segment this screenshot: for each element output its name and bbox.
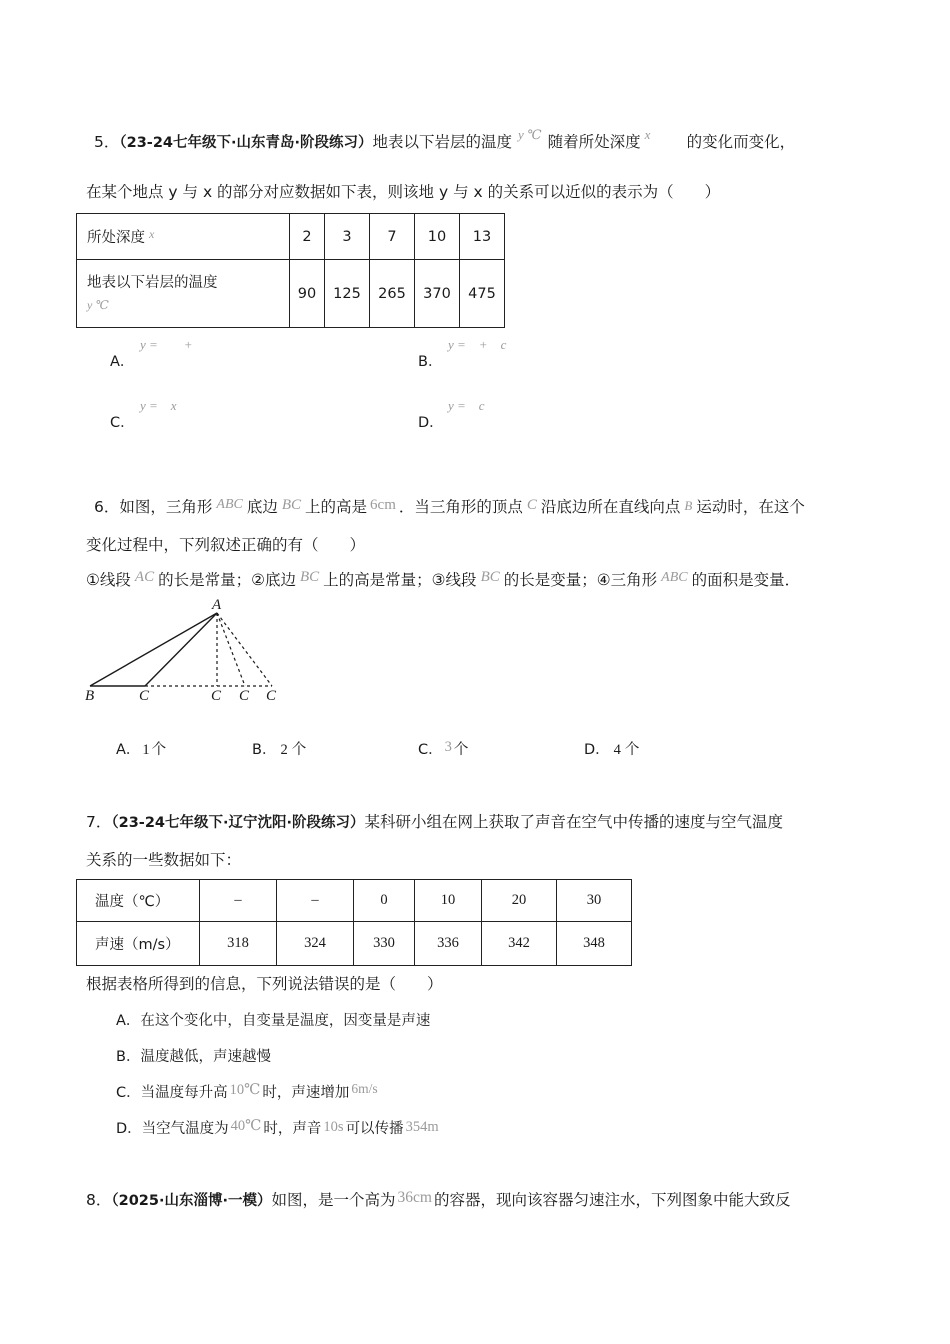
q7-option-d[interactable]: D．当空气温度为 40℃ 时，声音 10s 可以传播 354m xyxy=(116,1118,439,1137)
table-cell: – xyxy=(277,880,354,922)
q6-line1: 6．如图，三角形 ABC 底边 BC 上的高是 6cm ．当三角形的顶点 C 沿底边所在直线向点 B 运动时，在这个 xyxy=(94,497,805,516)
table-cell: 342 xyxy=(482,922,557,966)
q5-text: 随着所处深度 xyxy=(547,133,641,151)
segment-ab xyxy=(90,613,217,686)
q5-number: 5． xyxy=(94,133,120,151)
q5-table-row1-header: 所处深度 $^x$ xyxy=(77,214,290,260)
label-a: A xyxy=(212,597,222,613)
q5-table-row2-header: 地表以下岩层的温度 y ℃ xyxy=(77,260,290,328)
q5-option-a[interactable]: A． xyxy=(110,354,135,370)
q5-table xyxy=(76,213,505,328)
q7-option-c[interactable]: C．当温度每升高 10℃ 时，声速增加 6m/s xyxy=(116,1081,378,1101)
segment-ac xyxy=(145,613,217,686)
q5-option-b-formula: y = + c xyxy=(448,337,507,352)
dashed-side xyxy=(217,613,245,686)
q7-line1: 7．（23-24七年级下·辽宁沈阳·阶段练习）某科研小组在网上获取了声音在空气中传播的速度与空气温度 xyxy=(86,813,784,831)
table-cell: 2 xyxy=(290,214,325,260)
q5-x-formula: x xyxy=(644,127,651,142)
label-c: C xyxy=(139,688,150,704)
label-c: C xyxy=(266,688,277,704)
table-cell: 370 xyxy=(415,260,460,328)
table-cell: 265 xyxy=(370,260,415,328)
q8-line1: 8．（2025·山东淄博·一模）如图，是一个高为 36cm 的容器，现向该容器匀速注水，下列图象中能大致反 xyxy=(86,1189,791,1209)
label-c: C xyxy=(211,688,222,704)
table-cell: 475 xyxy=(460,260,505,328)
table-cell: 10 xyxy=(415,880,482,922)
table-cell: 7 xyxy=(370,214,415,260)
q8-source: （2025·山东淄博·一模） xyxy=(111,1193,272,1209)
table-cell: 318 xyxy=(200,922,277,966)
table-cell: 13 xyxy=(460,214,505,260)
table-cell: 10 xyxy=(415,214,460,260)
label-b: B xyxy=(85,688,95,704)
q5-source: （23-24七年级下·山东青岛·阶段练习） xyxy=(119,135,373,151)
q6-option-b[interactable]: B． 2 个 xyxy=(252,742,307,758)
q5-option-c-formula: y = x xyxy=(140,398,177,413)
q5-line2: 在某个地点 y 与 x 的部分对应数据如下表，则该地 y 与 x 的关系可以近似的表示为（ ） xyxy=(86,183,721,201)
q6-option-c[interactable]: C． 3 个 xyxy=(418,739,469,758)
table-cell: 90 xyxy=(290,260,325,328)
table-cell: – xyxy=(200,880,277,922)
table-cell: 20 xyxy=(482,880,557,922)
table-cell: 336 xyxy=(415,922,482,966)
table-cell: 0 xyxy=(354,880,415,922)
table-cell: 3 xyxy=(325,214,370,260)
q7-table-row2-header: 声速（m/s） xyxy=(77,922,200,966)
q6-number: 6． xyxy=(94,498,120,516)
q5-option-a-formula: y = + xyxy=(140,337,193,352)
q5-option-c[interactable]: C． xyxy=(110,415,135,431)
table-cell: 125 xyxy=(325,260,370,328)
q7-option-a[interactable]: A．在这个变化中，自变量是温度，因变量是声速 xyxy=(116,1013,431,1029)
q7-source: （23-24七年级下·辽宁沈阳·阶段练习） xyxy=(111,815,365,831)
q6-option-a[interactable]: A． 1 个 xyxy=(116,742,167,758)
q7-option-b[interactable]: B．温度越低，声速越慢 xyxy=(116,1049,271,1065)
q5-line1 xyxy=(94,127,796,152)
label-c: C xyxy=(239,688,250,704)
table-cell: 30 xyxy=(557,880,632,922)
q5-option-d[interactable]: D． xyxy=(418,415,444,431)
q7-table xyxy=(76,879,632,966)
q5-text: 地表以下岩层的温度 xyxy=(372,133,513,151)
q7-question: 根据表格所得到的信息，下列说法错误的是（ ） xyxy=(86,975,443,993)
q6-line2: 变化过程中，下列叙述正确的有（ ） xyxy=(86,536,366,554)
q7-table-row1-header: 温度（℃） xyxy=(77,880,200,922)
q6-option-d[interactable]: D． 4 个 xyxy=(584,742,640,758)
q8-number: 8． xyxy=(86,1191,112,1209)
q7-line2: 关系的一些数据如下： xyxy=(86,851,242,869)
q5-option-d-formula: y = c xyxy=(448,398,485,413)
q6-line3: ①线段 AC 的长是常量；②底边 BC 上的高是常量；③线段 BC 的长是变量；④三角形 ABC 的面积是变量． xyxy=(86,569,801,589)
table-cell: 324 xyxy=(277,922,354,966)
table-cell: 330 xyxy=(354,922,415,966)
q5-option-b[interactable]: B． xyxy=(418,354,443,370)
table-cell: 348 xyxy=(557,922,632,966)
dashed-side xyxy=(217,613,272,686)
q6-triangle-figure xyxy=(80,596,290,706)
q5-text: 的变化而变化， xyxy=(686,133,796,151)
q5-y-formula: y ℃ xyxy=(518,127,542,142)
q7-number: 7． xyxy=(86,813,112,831)
